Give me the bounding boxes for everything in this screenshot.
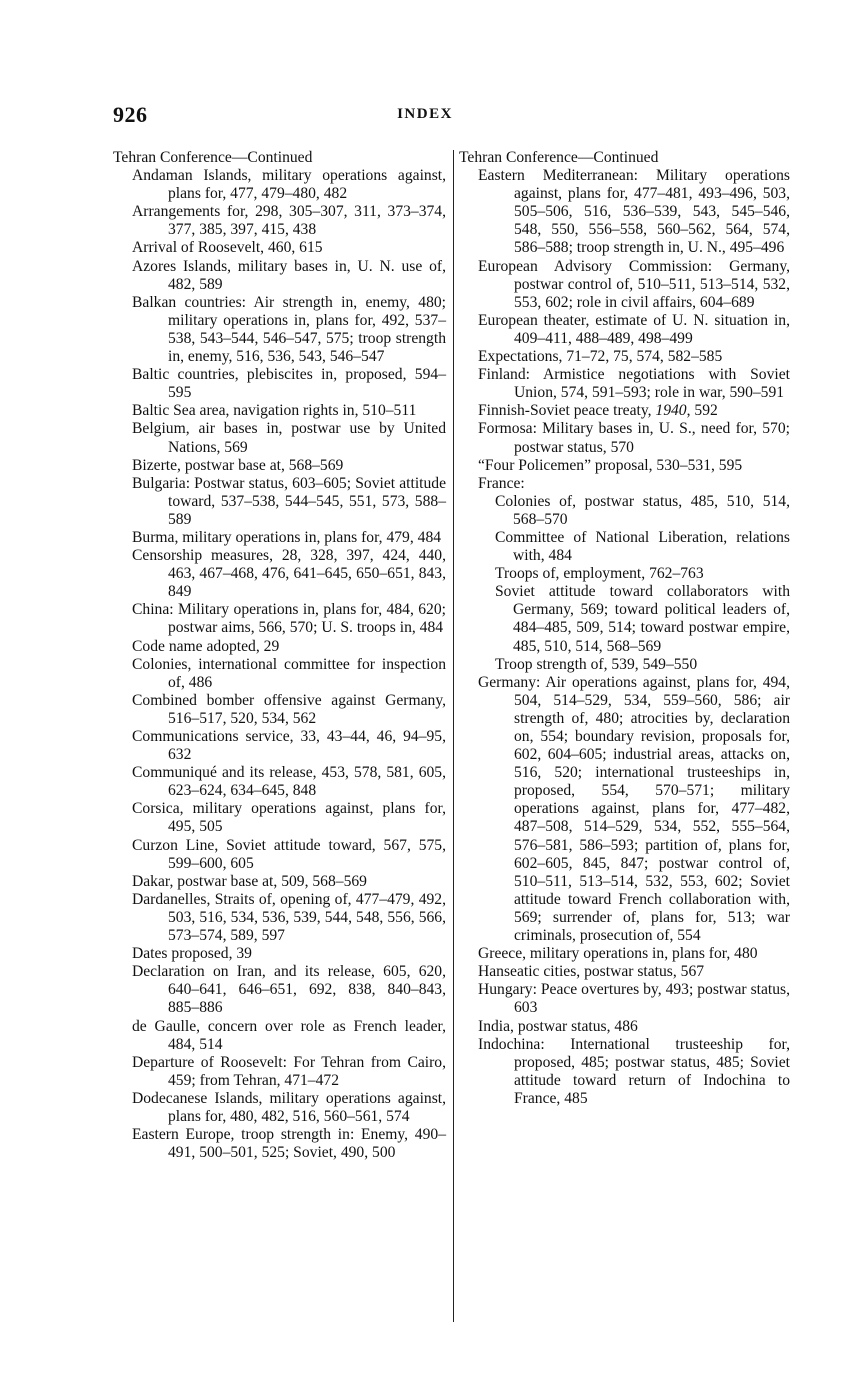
index-entry: Greece, military operations in, plans for, 480 (478, 945, 758, 963)
index-entry: Andaman Islands, military operations against, plans for, 477, 479–480, 482 (132, 167, 446, 203)
index-entry: Colonies, international committee for inspection of, 486 (132, 655, 446, 691)
index-entry: Dardanelles, Straits of, opening of, 477–479, 492, 503, 516, 534, 536, 539, 544, 548, 556, 566, 573–574, 589, 597 (132, 890, 446, 945)
index-entry: de Gaulle, concern over role as French leader, 484, 514 (132, 1017, 446, 1053)
index-entry: Departure of Roosevelt: For Tehran from Cairo, 459; from Tehran, 471–472 (132, 1053, 446, 1089)
running-head: INDEX (397, 106, 453, 122)
index-entry: European theater, estimate of U. N. situation in, 409–411, 488–489, 498–499 (478, 311, 790, 347)
treaty-year: 1940 (655, 402, 687, 420)
index-entry: Censorship measures, 28, 328, 397, 424, 440, 463, 467–468, 476, 641–645, 650–651, 843, 849 (132, 547, 446, 601)
index-entry: China: Military operations in, plans for, 484, 620; postwar aims, 566, 570; U. S. troops in, 484 (132, 601, 446, 637)
entry-text: , 592 (686, 402, 718, 420)
index-entry: Burma, military operations in, plans for, 479, 484 (132, 528, 442, 546)
index-entry: Declaration on Iran, and its release, 605, 620, 640–641, 646–651, 692, 838, 840–843, 885–886 (132, 963, 446, 1017)
index-entry: Germany: Air operations against, plans for, 494, 504, 514–529, 534, 559–560, 586; air strength of, 480; atrocities by, declaration on, 554; boundary revision, proposals for, 602, 604–605; industrial areas, attacks on, 516, 520; international trusteeships in, proposed, 554, 570–571; military operations against, plans for, 477–482, 487–508, 514–529, 534, 552, 555–564, 576–581, 586–593; partition of, plans for, 602–605, 845, 847; postwar control of, 510–511, 513–514, 532, 553, 602; Soviet attitude toward French collaboration with, 569; surrender of, plans for, 513; war criminals, prosecution of, 554 (478, 673, 790, 945)
index-entry: Eastern Mediterranean: Military operations against, plans for, 477–481, 493–496, 503, 505–506, 516, 536–539, 543, 545–546, 548, 550, 556–558, 560–562, 564, 574, 586–588; troop strength in, U. N., 495–496 (478, 167, 790, 257)
index-entry: Dakar, postwar base at, 509, 568–569 (132, 872, 367, 890)
index-entry: Curzon Line, Soviet attitude toward, 567, 575, 599–600, 605 (132, 836, 446, 872)
left-column (113, 149, 446, 1162)
index-subentry: Committee of National Liberation, relations with, 484 (495, 528, 790, 565)
index-entry-finnish-treaty (478, 402, 790, 420)
index-entry: Hungary: Peace overtures by, 493; postwar status, 603 (478, 981, 790, 1017)
index-subentry: Troop strength of, 539, 549–550 (495, 655, 698, 673)
index-entry: Arrangements for, 298, 305–307, 311, 373–374, 377, 385, 397, 415, 438 (132, 203, 446, 239)
index-entry-france: France: (478, 474, 525, 492)
index-entry: Formosa: Military bases in, U. S., need for, 570; postwar status, 570 (478, 420, 790, 456)
index-entry: Baltic Sea area, navigation rights in, 510–511 (132, 402, 417, 420)
index-entry: Hanseatic cities, postwar status, 567 (478, 963, 705, 981)
index-entry: Combined bomber offensive against Germany, 516–517, 520, 534, 562 (132, 691, 446, 727)
index-entry: Baltic countries, plebiscites in, proposed, 594–595 (132, 366, 446, 402)
index-subentry: Troops of, employment, 762–763 (495, 565, 704, 583)
index-entry: Arrival of Roosevelt, 460, 615 (132, 239, 323, 257)
index-entry: India, postwar status, 486 (478, 1017, 638, 1035)
index-entry: Indochina: International trusteeship for, proposed, 485; postwar status, 485; Soviet attitude toward return of Indochina to France, 485 (478, 1035, 790, 1107)
column-divider (453, 150, 454, 1322)
entry-text: Finnish-Soviet peace treaty, (478, 402, 656, 420)
index-entry: Bulgaria: Postwar status, 603–605; Soviet attitude toward, 537–538, 544–545, 551, 573, 588–589 (132, 474, 446, 528)
index-subentry: Colonies of, postwar status, 485, 510, 514, 568–570 (495, 492, 790, 528)
page-number: 926 (113, 102, 148, 127)
index-entry: Bizerte, postwar base at, 568–569 (132, 456, 344, 474)
index-entry: Azores Islands, military bases in, U. N. use of, 482, 589 (132, 257, 446, 293)
index-entry: Corsica, military operations against, plans for, 495, 505 (132, 800, 446, 836)
right-column (459, 149, 790, 1108)
index-entry: Code name adopted, 29 (132, 637, 280, 655)
index-entry: Belgium, air bases in, postwar use by United Nations, 569 (132, 420, 446, 456)
index-entry: Balkan countries: Air strength in, enemy, 480; military operations in, plans for, 492, 537–538, 543–544, 546–547, 575; troop strength in, enemy, 516, 536, 543, 546–547 (132, 293, 446, 366)
right-column-heading: Tehran Conference—Continued (459, 149, 659, 166)
index-entry: Finland: Armistice negotiations with Soviet Union, 574, 591–593; role in war, 590–591 (478, 366, 790, 402)
index-entry: Expectations, 71–72, 75, 574, 582–585 (478, 348, 723, 366)
index-entry: Dodecanese Islands, military operations against, plans for, 480, 482, 516, 560–561, 574 (132, 1089, 446, 1125)
index-subentry: Soviet attitude toward collaborators with Germany, 569; toward political leaders of, 484–485, 509, 514; toward postwar empire, 485, 510, 514, 568–569 (495, 583, 790, 655)
index-entry: Dates proposed, 39 (132, 945, 252, 963)
index-entry: Communiqué and its release, 453, 578, 581, 605, 623–624, 634–645, 848 (132, 764, 446, 800)
index-entry: European Advisory Commission: Germany, postwar control of, 510–511, 513–514, 532, 553, 602; role in civil affairs, 604–689 (478, 257, 790, 311)
index-entry: “Four Policemen” proposal, 530–531, 595 (478, 456, 743, 474)
left-column-heading: Tehran Conference—Continued (113, 149, 313, 166)
index-entry: Communications service, 33, 43–44, 46, 94–95, 632 (132, 728, 446, 764)
index-entry: Eastern Europe, troop strength in: Enemy, 490–491, 500–501, 525; Soviet, 490, 500 (132, 1126, 446, 1162)
